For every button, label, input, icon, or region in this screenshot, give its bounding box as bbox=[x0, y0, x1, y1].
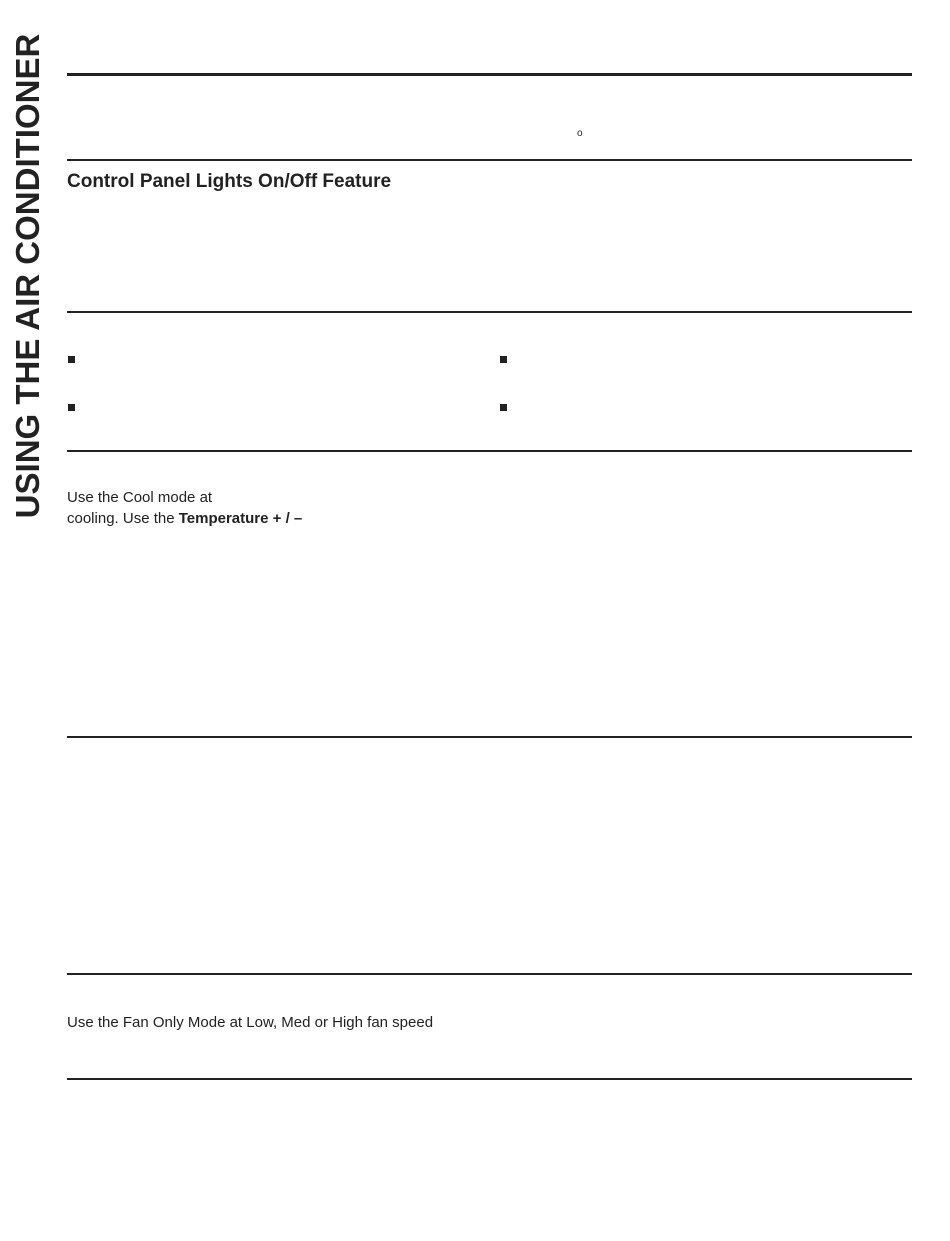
section-heading-control-panel-lights: Control Panel Lights On/Off Feature bbox=[67, 171, 392, 192]
fan-only-paragraph: Use the Fan Only Mode at Low, Med or High fan speed bbox=[67, 1014, 434, 1031]
top-divider bbox=[67, 73, 912, 76]
divider bbox=[67, 736, 912, 738]
bullet-square-icon bbox=[500, 404, 507, 411]
cool-mode-line-2-text: cooling. Use the bbox=[67, 510, 179, 527]
temperature-button-label: Temperature + / – bbox=[178, 510, 303, 527]
divider bbox=[67, 450, 912, 452]
bullet-square-icon bbox=[68, 356, 75, 363]
side-title-text: USING THE AIR CONDITIONER bbox=[9, 33, 46, 519]
bullet-square-icon bbox=[500, 356, 507, 363]
side-section-title bbox=[6, 33, 50, 519]
cool-mode-line-2 bbox=[67, 508, 302, 529]
bullet-square-icon bbox=[68, 404, 75, 411]
divider bbox=[67, 159, 912, 161]
divider bbox=[67, 973, 912, 975]
degree-mark: o bbox=[577, 128, 583, 139]
bottom-divider bbox=[67, 1078, 912, 1080]
cool-mode-line-1: Use the Cool mode at bbox=[67, 489, 213, 506]
cool-mode-paragraph bbox=[67, 487, 302, 529]
divider bbox=[67, 311, 912, 313]
